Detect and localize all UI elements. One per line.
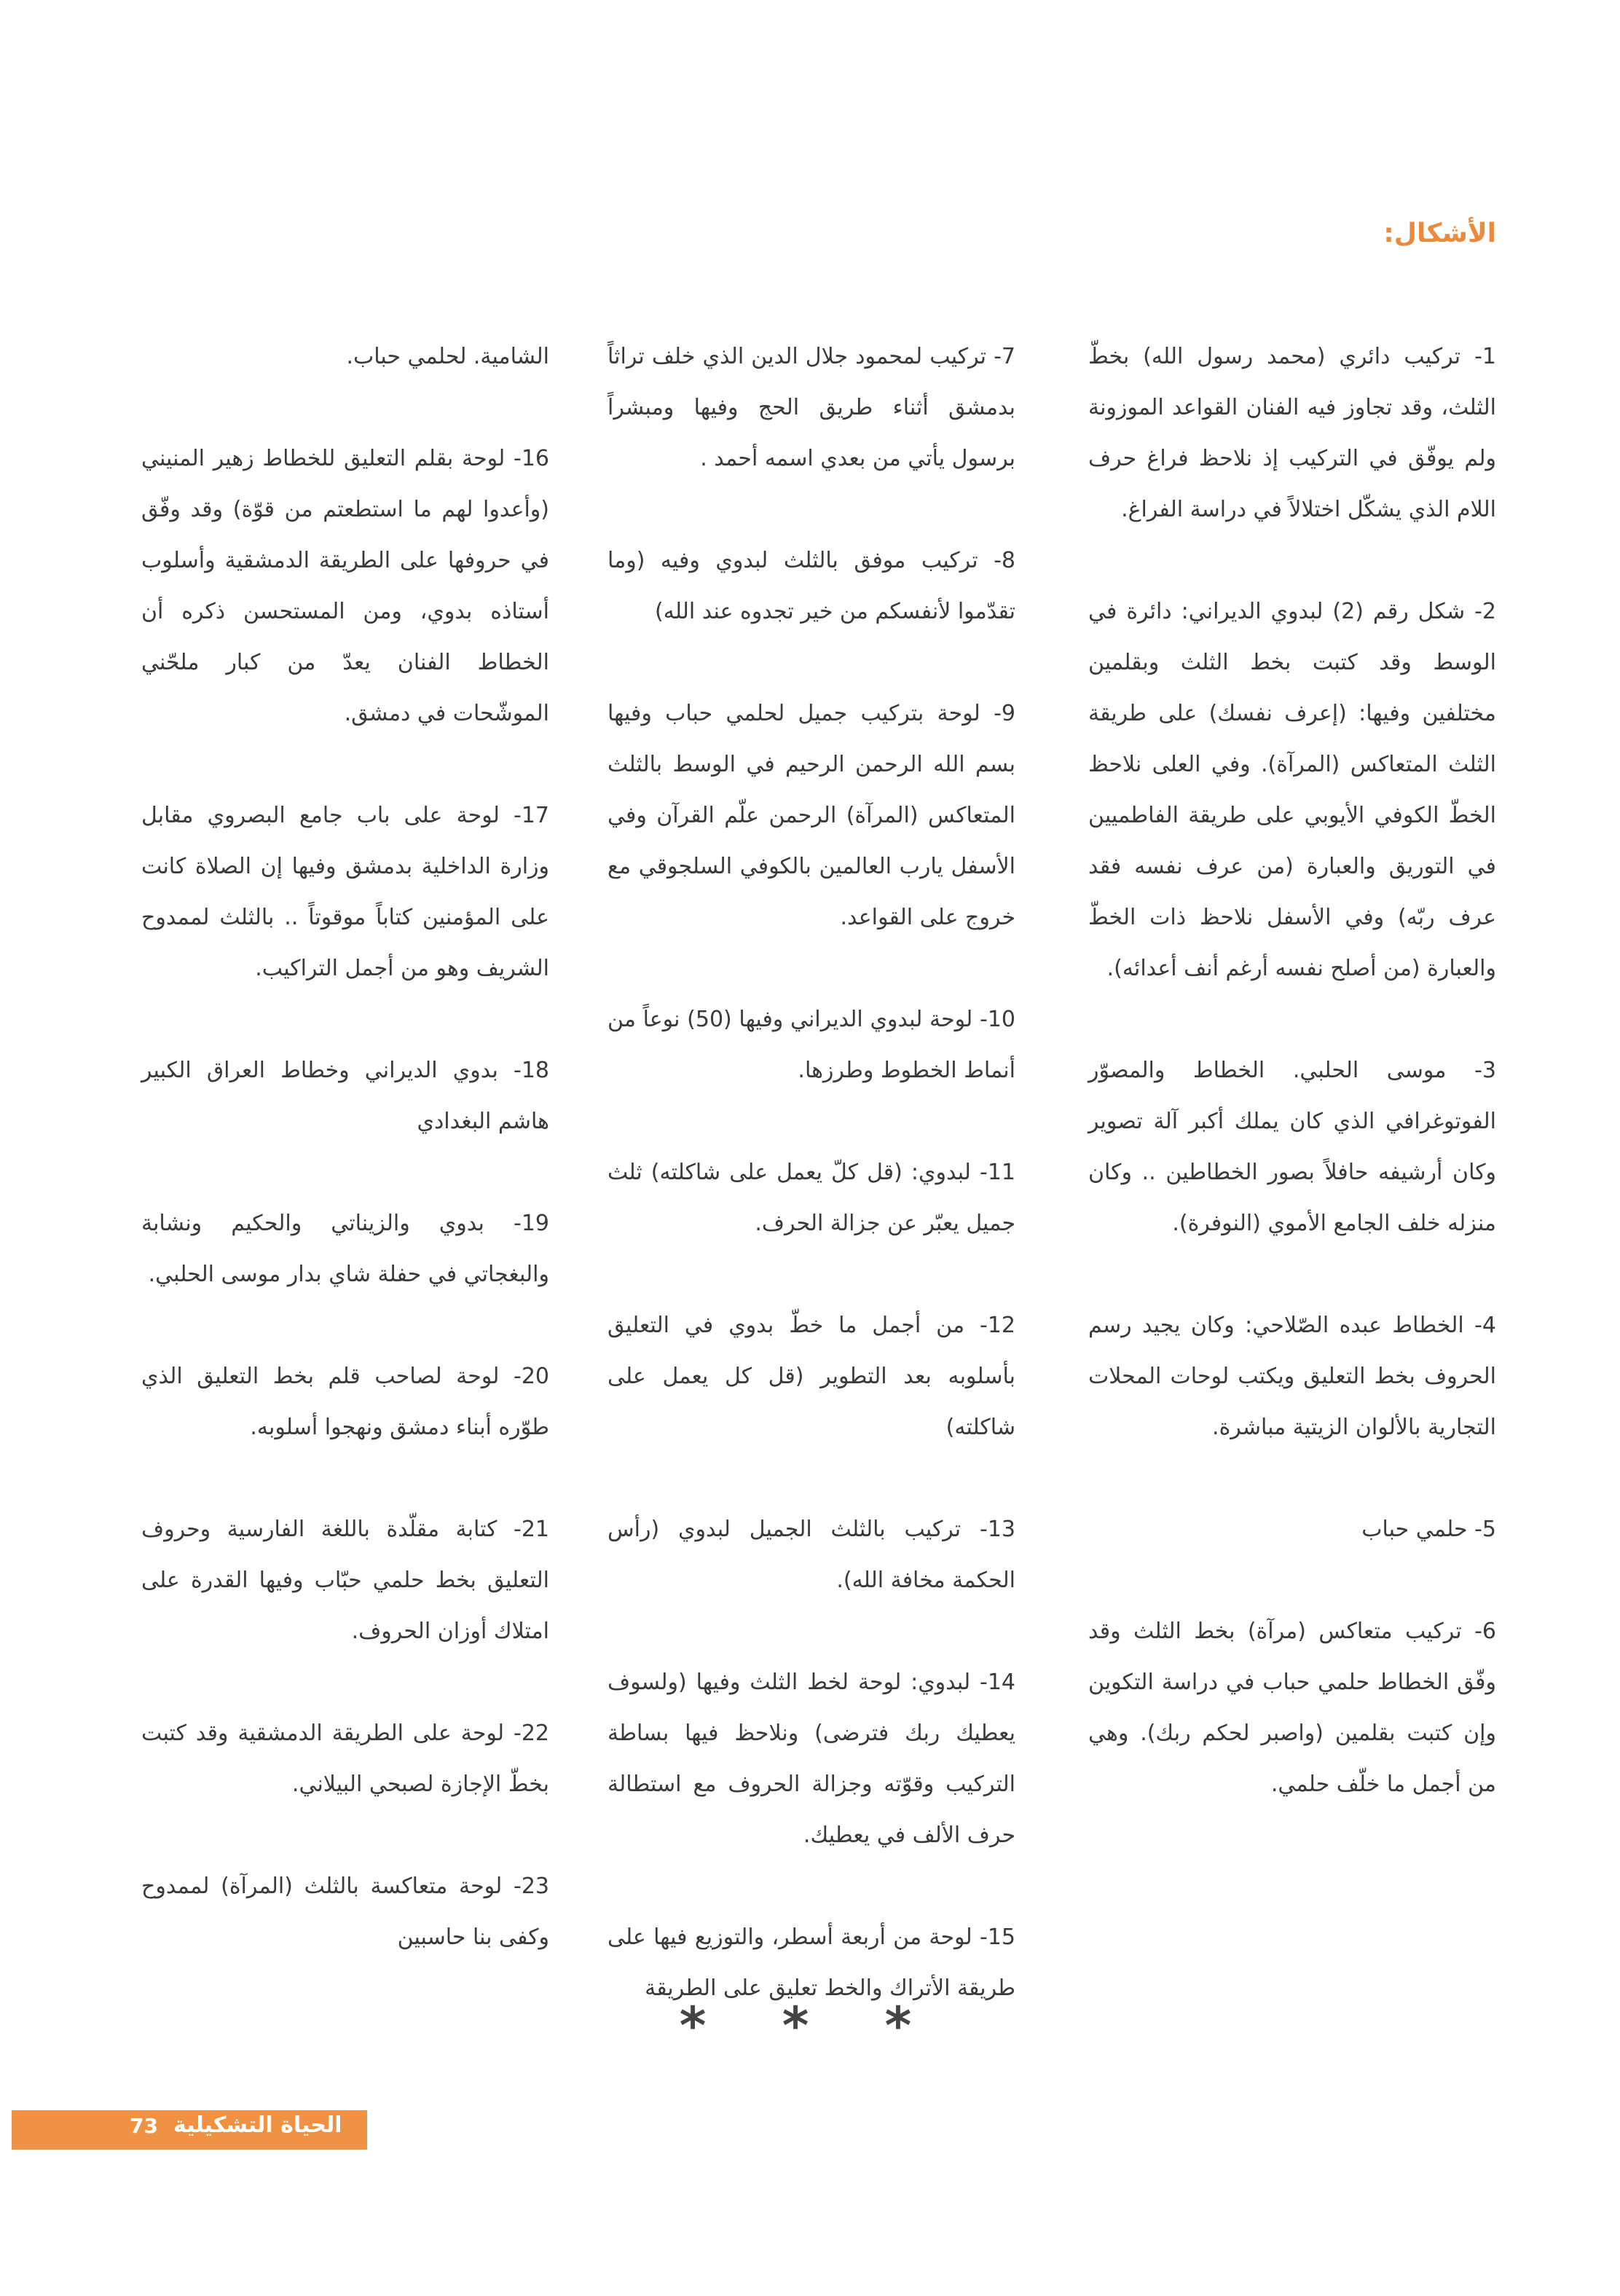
caption-21: 21- كتابة مقلّدة باللغة الفارسية وحروف التعليق بخط حلمي حبّاب وفيها القدرة على امتلاك أوزان الحروف. xyxy=(141,1517,549,1644)
caption-18: 18- بدوي الديراني وخطاط العراق الكبير هاشم البغدادي xyxy=(141,1058,549,1134)
caption-8: 8- تركيب موفق بالثلث لبدوي وفيه (وما تقدّموا لأنفسكم من خير تجدوه عند الله) xyxy=(608,548,1015,624)
caption-19: 19- بدوي والزيناتي والحكيم ونشابة والبغجاتي في حفلة شاي بدار موسى الحلبي. xyxy=(141,1211,549,1287)
caption-5: 5- حلمي حباب xyxy=(1361,1517,1496,1542)
caption-6: 6- تركيب متعاكس (مرآة) بخط الثلث وقد وفّق الخطاط حلمي حباب في دراسة التكوين وإن كتبت بقلمين (واصبر لحكم ربك). وهي من أجمل ما خلّف حلمي. xyxy=(1088,1619,1496,1797)
caption-11: 11- لبدوي: (قل كلّ يعمل على شاكلته) ثلث جميل يعبّر عن جزالة الحرف. xyxy=(608,1160,1015,1236)
caption-22: 22- لوحة على الطريقة الدمشقية وقد كتبت بخطّ الإجازة لصبحي البيلاني. xyxy=(141,1721,549,1797)
column-left xyxy=(141,331,549,2014)
column-right xyxy=(1088,331,1496,1861)
section-divider-stars: * * * xyxy=(679,1996,941,2056)
caption-17: 17- لوحة على باب جامع البصروي مقابل وزارة الداخلية بدمشق وفيها إن الصلاة كانت على المؤمنين كتاباً موقوتاً .. بالثلث لممدوح الشريف وهو من أجمل التراكيب. xyxy=(141,803,549,981)
section-heading: الأشكال: xyxy=(1383,219,1496,248)
caption-16: 16- لوحة بقلم التعليق للخطاط زهير المنيني (وأعدوا لهم ما استطعتم من قوّة) وقد وفّق في حروفها على الطريقة الدمشقية وأسلوب أستاذه بدوي، ومن المستحسن ذكره أن الخطاط الفنان يعدّ من كبار ملحّني الموشّحات في دمشق. xyxy=(141,446,549,726)
column-middle xyxy=(608,331,1015,2065)
caption-12: 12- من أجمل ما خطّ بدوي في التعليق بأسلوبه بعد التطوير (قل كل يعمل على شاكلته) xyxy=(608,1313,1015,1440)
caption-13: 13- تركيب بالثلث الجميل لبدوي (رأس الحكمة مخافة الله). xyxy=(608,1517,1015,1593)
caption-4: 4- الخطاط عبده الصّلاحي: وكان يجيد رسم الحروف بخط التعليق ويكتب لوحات المحلات التجارية بالألوان الزيتية مباشرة. xyxy=(1088,1313,1496,1440)
caption-15-continued: الشامية. لحلمي حباب. xyxy=(346,344,549,369)
caption-1: 1- تركيب دائري (محمد رسول الله) بخطّ الثلث، وقد تجاوز فيه الفنان القواعد الموزونة ولم يوفّق في التركيب إذ نلاحظ فراغ حرف اللام الذي يشكّل اختلالاً في دراسة الفراغ. xyxy=(1088,344,1496,522)
magazine-title: الحياة التشكيلية xyxy=(173,2112,342,2138)
caption-9: 9- لوحة بتركيب جميل لحلمي حباب وفيها بسم الله الرحمن الرحيم في الوسط بالثلث المتعاكس (المرآة) الرحمن علّم القرآن وفي الأسفل يارب العالمين بالكوفي السلجوقي مع خروج على القواعد. xyxy=(608,701,1015,930)
caption-3: 3- موسى الحلبي. الخطاط والمصوّر الفوتوغرافي الذي كان يملك أكبر آلة تصوير وكان أرشيفه حافلاً بصور الخطاطين .. وكان منزله خلف الجامع الأموي (النوفرة). xyxy=(1088,1058,1496,1236)
caption-20: 20- لوحة لصاحب قلم بخط التعليق الذي طوّره أبناء دمشق ونهجوا أسلوبه. xyxy=(141,1364,549,1440)
caption-10: 10- لوحة لبدوي الديراني وفيها (50) نوعاً من أنماط الخطوط وطرزها. xyxy=(608,1007,1015,1083)
caption-23: 23- لوحة متعاكسة بالثلث (المرآة) لممدوح وكفى بنا حاسبين xyxy=(141,1874,549,1950)
page-number: 73 xyxy=(130,2114,158,2138)
caption-14: 14- لبدوي: لوحة لخط الثلث وفيها (ولسوف يعطيك ربك فترضى) ونلاحظ فيها بساطة التركيب وقوّته وجزالة الحروف مع استطالة حرف الألف في يعطيك. xyxy=(608,1670,1015,1848)
caption-7: 7- تركيب لمحمود جلال الدين الذي خلف تراثاً بدمشق أثناء طريق الحج وفيها ومبشراً برسول يأتي من بعدي اسمه أحمد . xyxy=(608,344,1015,471)
caption-15: 15- لوحة من أربعة أسطر، والتوزيع فيها على طريقة الأتراك والخط تعليق على الطريقة xyxy=(608,1925,1015,2001)
caption-2: 2- شكل رقم (2) لبدوي الديراني: دائرة في الوسط وقد كتبت بخط الثلث وبقلمين مختلفين وفيها: (إعرف نفسك) على طريقة الثلث المتعاكس (المرآة). وفي العلى نلاحظ الخطّ الكوفي الأيوبي على طريقة الفاطميين في التوريق والعبارة (من عرف نفسه فقد عرف ربّه) وفي الأسفل نلاحظ ذات الخطّ والعبارة (من أصلح نفسه أرغم أنف أعدائه). xyxy=(1088,599,1497,981)
